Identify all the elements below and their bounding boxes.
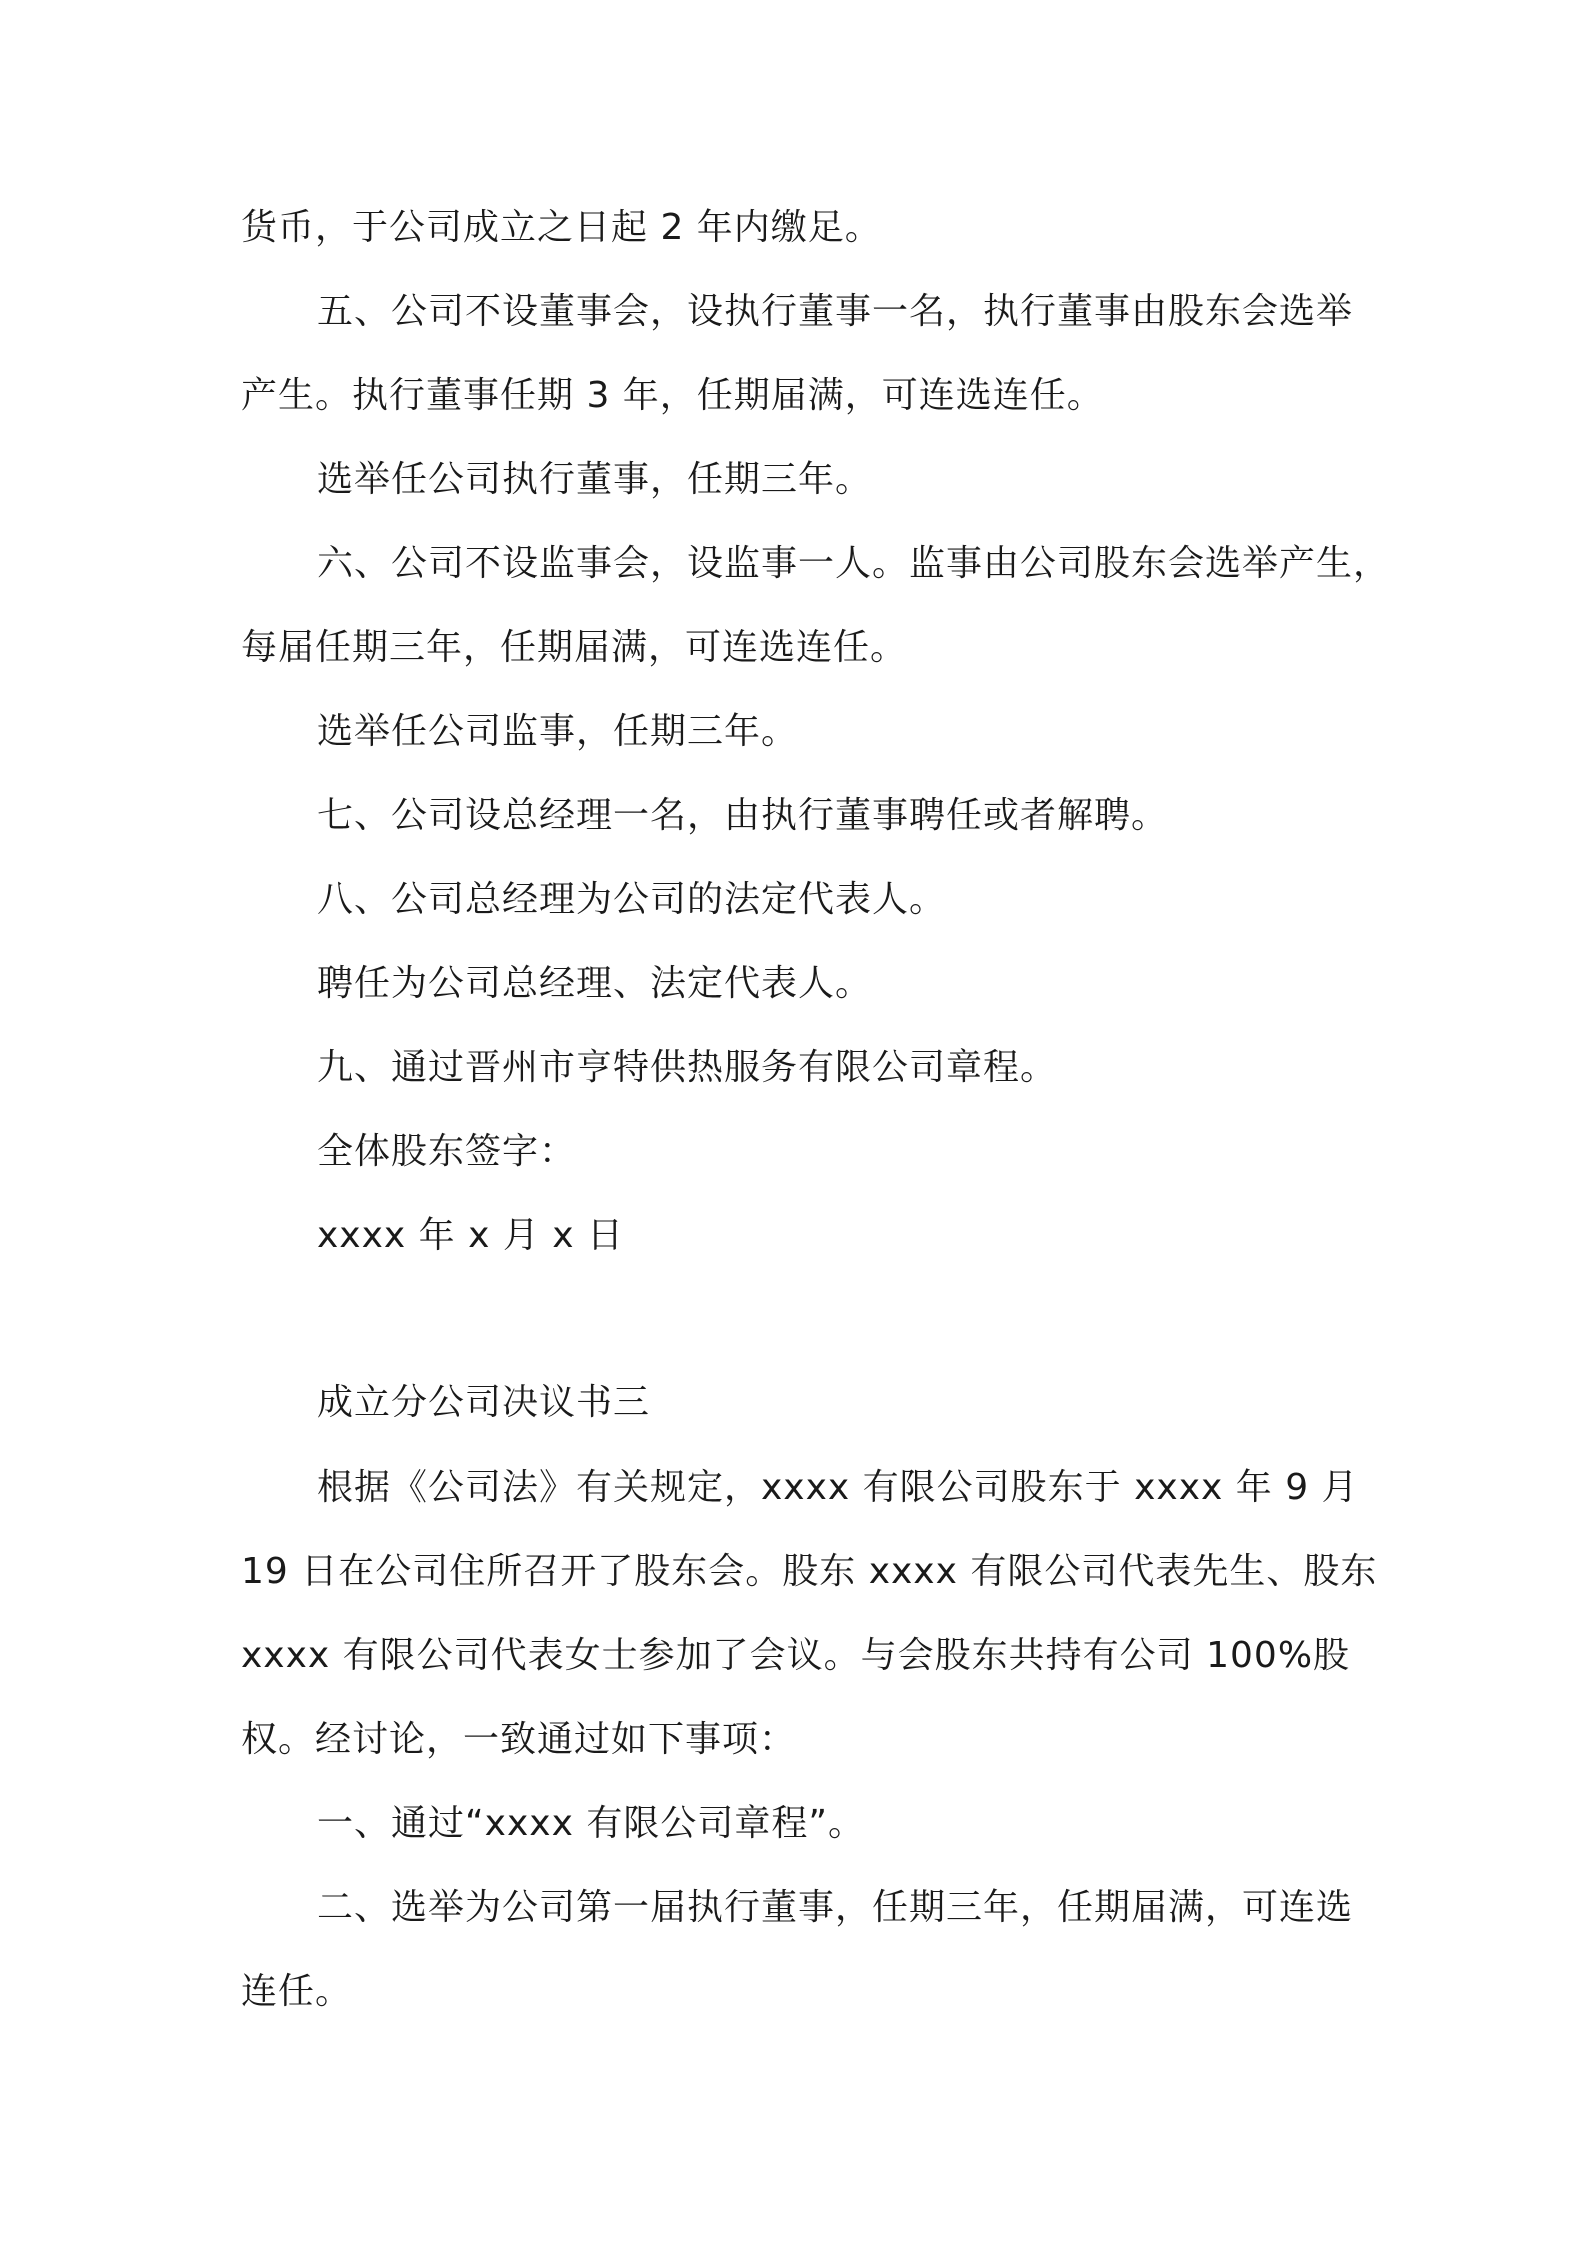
text-line: 二、选举为公司第一届执行董事，任期三年，任期届满，可连选 xyxy=(317,1887,1354,1928)
text-line: 五、公司不设董事会，设执行董事一名，执行董事由股东会选举 xyxy=(317,291,1354,332)
text-line: 权。经讨论，一致通过如下事项： xyxy=(241,1719,797,1760)
section-title: 成立分公司决议书三 xyxy=(317,1382,651,1423)
text-line: 九、通过晋州市亨特供热服务有限公司章程。 xyxy=(317,1047,1058,1088)
text-line: 19 日在公司住所召开了股东会。股东 xxxx 有限公司代表先生、股东 xyxy=(241,1551,1378,1592)
text-line: 六、公司不设监事会，设监事一人。监事由公司股东会选举产生， xyxy=(317,543,1391,584)
text-line: 每届任期三年，任期届满，可连选连任。 xyxy=(241,627,908,668)
signature-label: 全体股东签字： xyxy=(317,1131,577,1172)
text-line: 根据《公司法》有关规定，xxxx 有限公司股东于 xxxx 年 9 月 xyxy=(317,1467,1359,1508)
text-line: 货币，于公司成立之日起 2 年内缴足。 xyxy=(241,207,882,248)
text-line: 七、公司设总经理一名，由执行董事聘任或者解聘。 xyxy=(317,795,1169,836)
text-line: 连任。 xyxy=(241,1971,353,2012)
text-line: xxxx 有限公司代表女士参加了会议。与会股东共持有公司 100%股 xyxy=(241,1635,1351,1676)
text-line: 选举任公司监事，任期三年。 xyxy=(317,711,799,752)
text-line: 产生。执行董事任期 3 年，任期届满，可连选连任。 xyxy=(241,375,1104,416)
date-line: xxxx 年 x 月 x 日 xyxy=(317,1215,625,1256)
text-line: 聘任为公司总经理、法定代表人。 xyxy=(317,963,873,1004)
text-line: 八、公司总经理为公司的法定代表人。 xyxy=(317,879,947,920)
text-line: 选举任公司执行董事，任期三年。 xyxy=(317,459,873,500)
text-line: 一、通过“xxxx 有限公司章程”。 xyxy=(317,1803,865,1844)
